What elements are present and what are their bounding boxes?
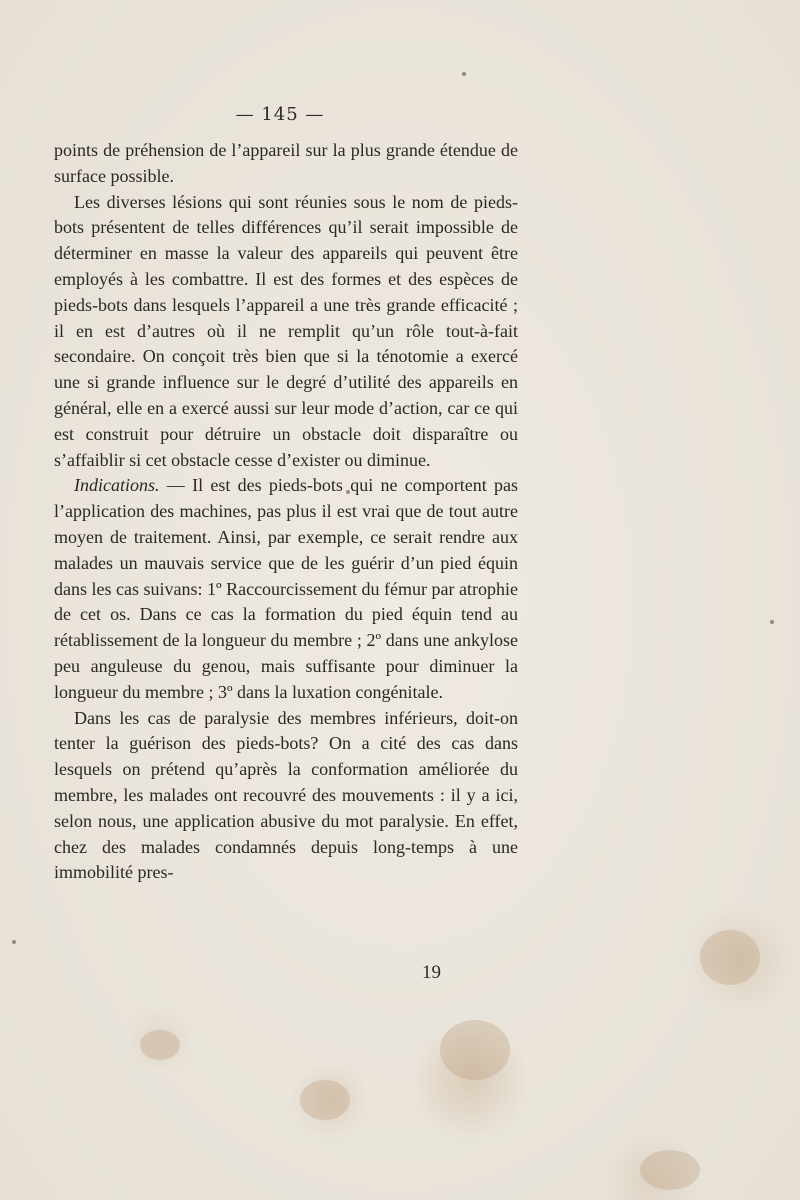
paragraph-4-text: Dans les cas de paralysie des membres inférieurs, doit-on tenter la guérison des pieds-bots? On a cité des cas dans lesquels on prétend qu’après la conformation améliorée du membre, les malades ont recouvré des mouvements : il y a ici, selon nous, une application abusive du mot paralysie. En effet, chez des malades condamnés depuis long-temps à une immobilité pres-: [54, 707, 518, 883]
paragraph-1-text: points de préhension de l’appareil sur la plus grande étendue de surface possible.: [54, 140, 518, 186]
paper-speck: [12, 940, 16, 944]
paper-speck: [462, 72, 466, 76]
foxing-stain: [300, 1080, 350, 1120]
paragraph-2: [54, 190, 518, 474]
signature-mark: 19: [422, 962, 441, 983]
foxing-stain: [640, 1150, 700, 1190]
paragraph-4: [54, 706, 518, 887]
paragraph-3-text: — Il est des pieds-bots qui ne comportent pas l’application des machines, pas plus il est vrai que de tout autre moyen de traitement. Ainsi, par exemple, ce serait rendre aux malades un mauvais service que de les guérir d’un pied équin dans les cas suivans: 1º Raccourcissement du fémur par atrophie de cet os. Dans ce cas la formation du pied équin tend au rétablissement de la longueur du membre ; 2º dans une ankylose peu anguleuse du genou, mais suffisante pour diminuer la longueur du membre ; 3º dans la luxation congénitale.: [54, 475, 519, 702]
paper-speck: [770, 620, 774, 624]
foxing-stain: [440, 1020, 510, 1080]
paragraph-3: [54, 473, 518, 705]
paragraph-3-heading: Indications.: [74, 475, 160, 496]
body-text: [54, 138, 518, 886]
paragraph-1: [54, 138, 518, 190]
foxing-stain: [700, 930, 760, 985]
paragraph-2-text: Les diverses lésions qui sont réunies sous le nom de pieds-bots présentent de telles différences qu’il serait impossible de déterminer en masse la valeur des appareils qui peuvent être employés à les combattre. Il est des formes et des espèces de pieds-bots dans lesquels l’appareil a une très grande efficacité ; il en est d’autres où il ne remplit qu’un rôle tout-à-fait secondaire. On conçoit très bien que si la ténotomie a exercé une si grande influence sur le degré d’utilité des appareils en général, elle en a exercé aussi sur leur mode d’action, car ce qui est construit pour détruire un obstacle doit disparaître ou s’affaiblir si cet obstacle cesse d’exister ou diminue.: [54, 191, 518, 470]
page-number: — 145 —: [235, 104, 325, 125]
foxing-stain: [140, 1030, 180, 1060]
